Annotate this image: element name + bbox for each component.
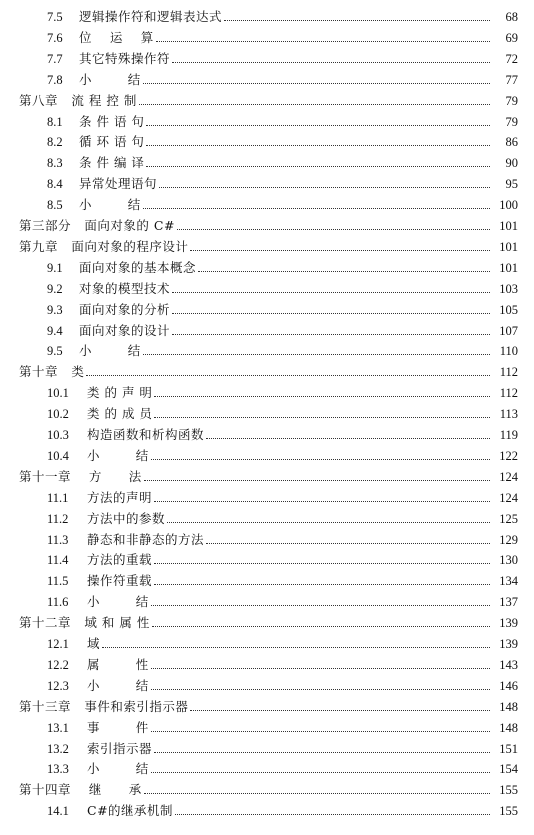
- section-number: 12.3: [47, 678, 69, 693]
- toc-section-entry: [0, 67, 534, 87]
- dot-leader: [156, 40, 490, 42]
- toc-section-entry: [0, 255, 534, 275]
- dot-leader: [172, 333, 490, 335]
- toc-section-entry: [0, 527, 534, 547]
- section-number: 8.2: [47, 135, 63, 150]
- section-number: 9.1: [47, 260, 63, 275]
- toc-section-entry: [0, 318, 534, 338]
- section-number: 12.1: [47, 637, 69, 651]
- page-number: 155: [499, 783, 518, 798]
- page-number: 107: [499, 323, 518, 338]
- dot-leader: [86, 374, 490, 376]
- page-number: 101: [499, 239, 518, 254]
- entry-title: 条 件 语 句: [79, 113, 145, 129]
- entry-title: 属 性: [87, 656, 149, 672]
- toc-section-entry: [0, 652, 534, 672]
- page-number: 130: [499, 553, 518, 568]
- entry-title: 逻辑操作符和逻辑表达式: [79, 9, 223, 24]
- page-number: 113: [499, 407, 518, 422]
- page-number: 148: [499, 699, 518, 714]
- dot-leader: [151, 688, 490, 690]
- entry-title: 第八章 流 程 控 制: [19, 92, 137, 108]
- dot-leader: [146, 144, 490, 146]
- page-number: 137: [499, 595, 518, 610]
- toc-section-entry: [0, 192, 534, 212]
- entry-title: 条 件 编 译: [79, 155, 145, 171]
- dot-leader: [172, 61, 490, 63]
- section-number: 11.3: [47, 532, 69, 547]
- entry-title: 小 结: [79, 71, 141, 87]
- page-number: 69: [505, 30, 518, 45]
- page-number: 79: [505, 114, 518, 129]
- section-number: 8.3: [47, 156, 63, 171]
- page-number: 125: [499, 511, 518, 526]
- toc-section-entry: [0, 736, 534, 756]
- section-number: 10.1: [47, 386, 69, 401]
- section-number: 14.1: [47, 804, 69, 819]
- dot-leader: [146, 165, 490, 167]
- dot-leader: [224, 19, 490, 21]
- page-number: 72: [505, 51, 518, 66]
- entry-title: 循 环 语 句: [79, 134, 145, 150]
- toc-section-entry: [0, 422, 534, 442]
- toc-chapter-entry: [0, 234, 534, 254]
- dot-leader: [152, 625, 490, 627]
- section-number: 10.3: [47, 428, 69, 442]
- dot-leader: [146, 124, 490, 126]
- toc-section-entry: [0, 506, 534, 526]
- page-number: 95: [505, 177, 518, 192]
- dot-leader: [154, 416, 490, 418]
- entry-title: 方法的重载: [87, 552, 153, 568]
- page-number: 139: [499, 637, 518, 651]
- section-number: 11.5: [47, 574, 69, 589]
- entry-title: 小 结: [79, 343, 141, 359]
- page-number: 68: [505, 10, 518, 24]
- section-number: 7.7: [47, 51, 63, 66]
- toc-section-entry: [0, 485, 534, 505]
- entry-title: 位 运 算: [79, 29, 154, 45]
- dot-leader: [190, 709, 490, 711]
- page-number: 154: [499, 762, 518, 777]
- dot-leader: [154, 395, 490, 397]
- toc-section-entry: [0, 401, 534, 421]
- toc-section-entry: [0, 297, 534, 317]
- dot-leader: [139, 103, 490, 105]
- entry-title: 面向对象的分析: [79, 301, 171, 317]
- section-number: 8.1: [47, 114, 63, 129]
- dot-leader: [154, 751, 490, 753]
- dot-leader: [151, 458, 490, 460]
- section-number: 11.4: [47, 553, 69, 568]
- entry-title: C#的继承机制: [87, 803, 174, 819]
- entry-title: 类 的 成 员: [87, 406, 153, 422]
- entry-title: 第十二章 域 和 属 性: [19, 615, 150, 631]
- dot-leader: [167, 521, 490, 523]
- page-number: 139: [499, 616, 518, 631]
- dot-leader: [151, 667, 490, 669]
- toc-section-entry: [0, 589, 534, 609]
- section-number: 13.3: [47, 762, 69, 777]
- section-number: 11.1: [47, 490, 69, 505]
- toc-section-entry: [0, 150, 534, 170]
- section-number: 8.5: [47, 198, 63, 213]
- dot-leader: [172, 312, 490, 314]
- section-number: 13.2: [47, 741, 69, 756]
- toc-section-entry: [0, 4, 534, 24]
- dot-leader: [172, 291, 490, 293]
- section-number: 7.5: [47, 10, 63, 24]
- entry-title: 小 结: [79, 197, 141, 213]
- toc-section-entry: [0, 25, 534, 45]
- page-number: 124: [499, 490, 518, 505]
- page-number: 103: [499, 281, 518, 296]
- entry-title: 方法的声明: [87, 489, 153, 505]
- entry-title: 事 件: [87, 719, 149, 735]
- entry-title: 异常处理语句: [79, 176, 158, 192]
- dot-leader: [144, 792, 490, 794]
- entry-title: 第九章 面向对象的程序设计: [19, 238, 189, 254]
- toc-chapter-entry: [0, 694, 534, 714]
- entry-title: 其它特殊操作符: [79, 50, 171, 66]
- entry-title: 第十章 类: [19, 364, 85, 380]
- entry-title: 小 结: [87, 677, 149, 693]
- section-number: 13.1: [47, 720, 69, 735]
- page-number: 100: [499, 198, 518, 213]
- section-number: 9.5: [47, 344, 63, 359]
- section-number: 7.8: [47, 72, 63, 87]
- toc-section-entry: [0, 338, 534, 358]
- section-number: 9.4: [47, 323, 63, 338]
- entry-title: 第十一章 方 法: [19, 468, 142, 484]
- section-number: 10.4: [47, 448, 69, 463]
- entry-title: 第十四章 继 承: [19, 782, 142, 798]
- toc-section-entry: [0, 129, 534, 149]
- toc-section-entry: [0, 715, 534, 735]
- entry-title: 方法中的参数: [87, 510, 166, 526]
- dot-leader: [159, 186, 490, 188]
- entry-title: 面向对象的基本概念: [79, 259, 197, 275]
- entry-title: 构造函数和析构函数: [87, 427, 205, 442]
- toc-section-entry: [0, 673, 534, 693]
- page-number: 86: [505, 135, 518, 150]
- toc-chapter-entry: [0, 213, 534, 233]
- toc-section-entry: [0, 276, 534, 296]
- section-number: 8.4: [47, 177, 63, 192]
- page-number: 112: [499, 365, 518, 380]
- entry-title: 小 结: [87, 761, 149, 777]
- toc-chapter-entry: [0, 464, 534, 484]
- dot-leader: [206, 542, 490, 544]
- entry-title: 小 结: [87, 447, 149, 463]
- page-number: 79: [505, 93, 518, 108]
- entry-title: 面向对象的设计: [79, 322, 171, 338]
- dot-leader: [143, 207, 490, 209]
- dot-leader: [190, 249, 490, 251]
- entry-title: 静态和非静态的方法: [87, 531, 205, 547]
- entry-title: 域: [87, 636, 101, 651]
- entry-title: 类 的 声 明: [87, 385, 153, 401]
- page-number: 105: [499, 302, 518, 317]
- dot-leader: [151, 730, 490, 732]
- dot-leader: [151, 771, 490, 773]
- dot-leader: [151, 604, 490, 606]
- page-number: 112: [499, 386, 518, 401]
- page-number: 129: [499, 532, 518, 547]
- toc-section-entry: [0, 109, 534, 129]
- toc-chapter-entry: [0, 610, 534, 630]
- toc-chapter-entry: [0, 777, 534, 797]
- page-number: 119: [499, 428, 518, 442]
- dot-leader: [206, 437, 490, 439]
- section-number: 7.6: [47, 30, 63, 45]
- toc-section-entry: [0, 631, 534, 651]
- dot-leader: [102, 646, 490, 648]
- page-number: 122: [499, 448, 518, 463]
- entry-title: 小 结: [87, 594, 149, 610]
- dot-leader: [154, 562, 490, 564]
- dot-leader: [154, 500, 490, 502]
- page-number: 134: [499, 574, 518, 589]
- page-number: 110: [499, 344, 518, 359]
- dot-leader: [198, 270, 490, 272]
- toc-chapter-entry: [0, 359, 534, 379]
- page-number: 155: [499, 804, 518, 819]
- page-number: 101: [499, 260, 518, 275]
- dot-leader: [143, 353, 490, 355]
- section-number: 10.2: [47, 407, 69, 422]
- dot-leader: [143, 82, 490, 84]
- page-number: 124: [499, 469, 518, 484]
- page-number: 146: [499, 678, 518, 693]
- entry-title: 第十三章 事件和索引指示器: [19, 698, 189, 714]
- page-number: 143: [499, 657, 518, 672]
- entry-title: 索引指示器: [87, 740, 153, 756]
- page-number: 77: [505, 72, 518, 87]
- section-number: 9.3: [47, 302, 63, 317]
- page-number: 90: [505, 156, 518, 171]
- toc-section-entry: [0, 46, 534, 66]
- section-number: 12.2: [47, 657, 69, 672]
- page-number: 148: [499, 720, 518, 735]
- toc-section-entry: [0, 568, 534, 588]
- page-number: 101: [499, 219, 518, 233]
- dot-leader: [144, 479, 490, 481]
- section-number: 11.6: [47, 595, 69, 610]
- toc-section-entry: [0, 171, 534, 191]
- page-number: 151: [499, 741, 518, 756]
- section-number: 9.2: [47, 281, 63, 296]
- dot-leader: [177, 228, 490, 230]
- dot-leader: [175, 813, 490, 815]
- toc-section-entry: [0, 547, 534, 567]
- dot-leader: [154, 583, 490, 585]
- section-number: 11.2: [47, 511, 69, 526]
- toc-section-entry: [0, 756, 534, 776]
- entry-title: 操作符重载: [87, 573, 153, 589]
- toc-section-entry: [0, 798, 534, 818]
- toc-chapter-entry: [0, 88, 534, 108]
- toc-section-entry: [0, 380, 534, 400]
- entry-title: 对象的模型技术: [79, 280, 171, 296]
- entry-title: 第三部分 面向对象的 C#: [19, 218, 175, 233]
- toc-section-entry: [0, 443, 534, 463]
